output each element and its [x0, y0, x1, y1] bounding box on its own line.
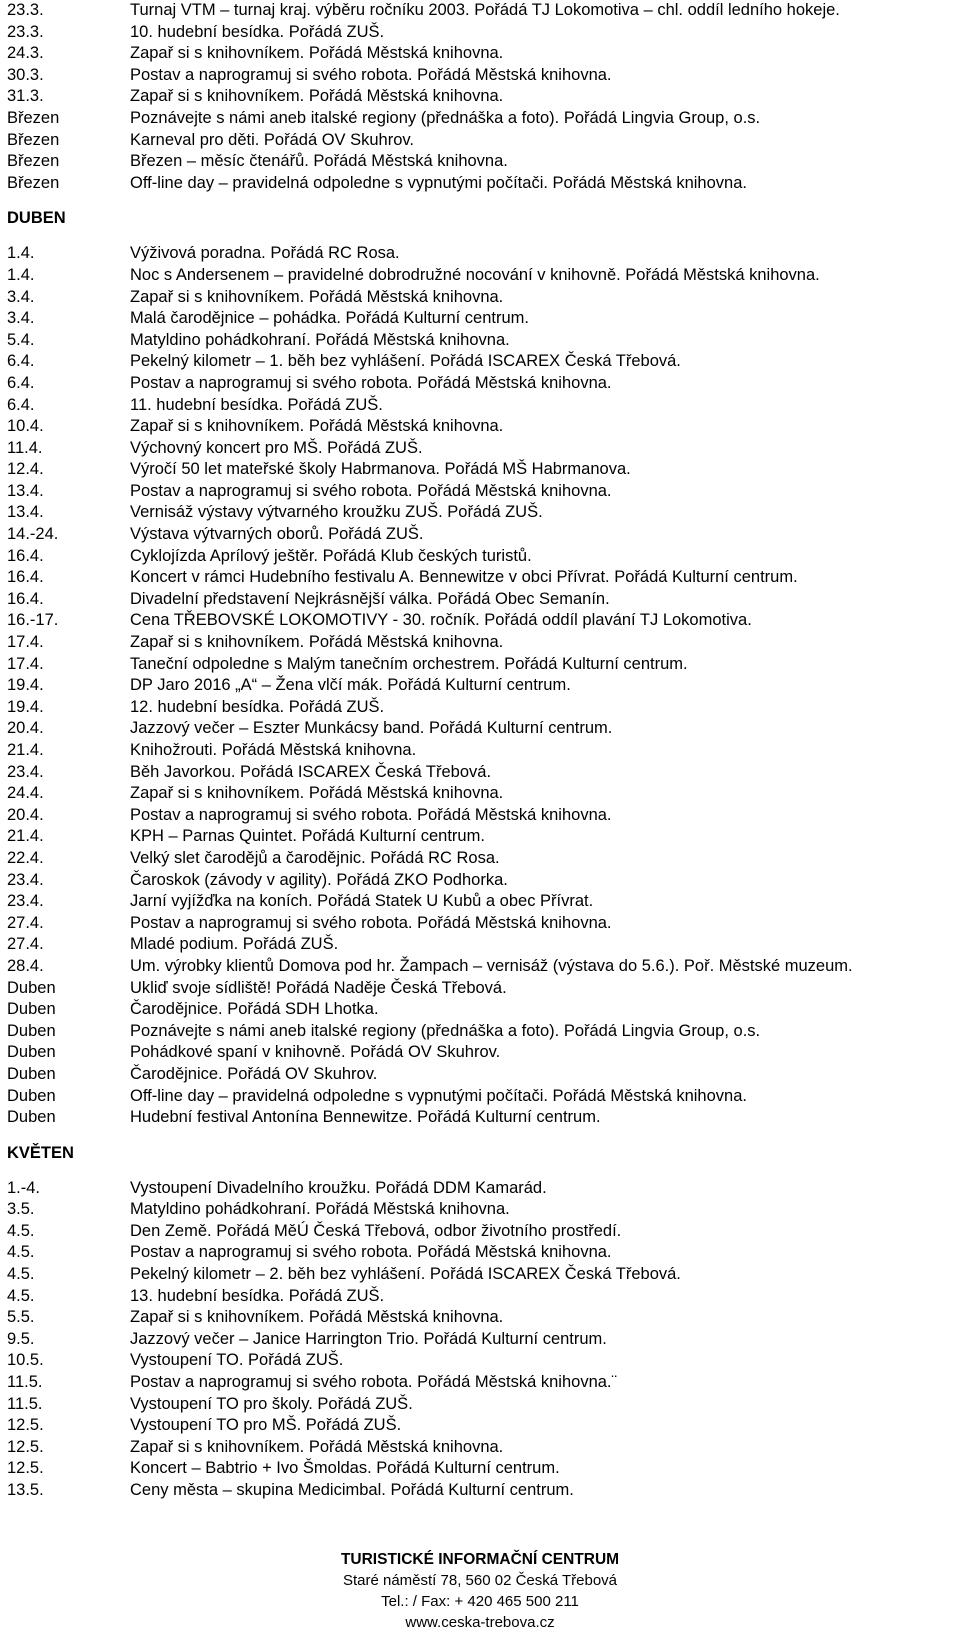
event-description: Vystoupení TO pro MŠ. Pořádá ZUŠ.	[130, 1416, 402, 1435]
event-date: 23.4.	[7, 762, 44, 781]
event-date: 23.3.	[7, 1, 44, 19]
event-row	[0, 1242, 960, 1264]
event-date: 3.4.	[7, 309, 35, 328]
event-date: 28.4.	[7, 956, 44, 975]
event-date: 19.4.	[7, 697, 44, 716]
event-date: Duben	[7, 1086, 56, 1105]
event-date: 22.4.	[7, 848, 44, 867]
event-row	[0, 1394, 960, 1416]
event-row	[0, 1329, 960, 1351]
event-row	[0, 675, 960, 697]
event-description: Zapař si s knihovníkem. Pořádá Městská knihovna.	[130, 417, 504, 436]
event-description: Zapař si s knihovníkem. Pořádá Městská knihovna.	[130, 87, 504, 106]
event-description: Výročí 50 let mateřské školy Habrmanova. Pořádá MŠ Habrmanova.	[130, 460, 631, 479]
event-date: 31.3.	[7, 87, 44, 106]
event-description: Postav a naprogramuj si svého robota. Pořádá Městská knihovna.	[130, 481, 612, 500]
event-date: 16.4.	[7, 546, 44, 565]
event-date: 23.3.	[7, 22, 44, 41]
event-date: 21.4.	[7, 827, 44, 846]
event-row	[0, 1042, 960, 1064]
footer-organization: TURISTICKÉ INFORMAČNÍ CENTRUM	[340, 1551, 620, 1568]
event-row	[0, 891, 960, 913]
event-row	[0, 243, 960, 265]
event-description: Výživová poradna. Pořádá RC Rosa.	[130, 244, 400, 263]
event-row	[0, 1064, 960, 1086]
event-date: 12.5.	[7, 1416, 44, 1435]
event-description: Hudební festival Antonína Bennewitze. Pořádá Kulturní centrum.	[130, 1108, 601, 1127]
event-row	[0, 438, 960, 460]
event-row	[0, 351, 960, 373]
event-row	[0, 1458, 960, 1480]
event-description: Koncert – Babtrio + Ivo Šmoldas. Pořádá Kulturní centrum.	[130, 1459, 560, 1478]
event-description: Postav a naprogramuj si svého robota. Pořádá Městská knihovna.	[130, 1243, 612, 1262]
event-description: Zapař si s knihovníkem. Pořádá Městská knihovna.	[130, 44, 504, 63]
event-description: KPH – Parnas Quintet. Pořádá Kulturní centrum.	[130, 827, 485, 846]
event-description: Březen – měsíc čtenářů. Pořádá Městská knihovna.	[130, 152, 508, 171]
event-description: Off-line day – pravidelná odpoledne s vypnutými počítači. Pořádá Městská knihovna.	[130, 173, 747, 192]
event-description: Divadelní představení Nejkrásnější válka. Pořádá Obec Semanín.	[130, 589, 610, 608]
event-date: Březen	[7, 108, 60, 127]
event-row	[0, 0, 960, 22]
event-date: 1.-4.	[7, 1178, 41, 1197]
event-description: Čaroskok (závody v agility). Pořádá ZKO Podhorka.	[130, 870, 508, 889]
event-date: 5.4.	[7, 330, 35, 349]
event-description: 11. hudební besídka. Pořádá ZUŠ.	[130, 395, 383, 414]
event-date: 11.5.	[7, 1394, 43, 1413]
event-date: 3.4.	[7, 287, 35, 306]
event-row	[0, 1415, 960, 1437]
event-row	[0, 1350, 960, 1372]
event-row	[0, 1199, 960, 1221]
event-row	[0, 1021, 960, 1043]
event-date: 4.5.	[7, 1286, 35, 1305]
event-row	[0, 1286, 960, 1308]
event-date: Březen	[7, 152, 60, 171]
event-row	[0, 805, 960, 827]
event-row	[0, 1307, 960, 1329]
event-row	[0, 610, 960, 632]
event-row	[0, 330, 960, 352]
event-date: 6.4.	[7, 373, 35, 392]
event-date: 12.5.	[7, 1459, 44, 1478]
event-row	[0, 826, 960, 848]
event-description: Um. výrobky klientů Domova pod hr. Žampach – vernisáž (výstava do 5.6.). Poř. Městské muzeum.	[130, 956, 853, 975]
event-description: Den Země. Pořádá MěÚ Česká Třebová, odbor životního prostředí.	[130, 1221, 622, 1240]
event-description: Zapař si s knihovníkem. Pořádá Městská knihovna.	[130, 287, 504, 306]
event-row	[0, 308, 960, 330]
event-row	[0, 1437, 960, 1459]
event-date: 13.5.	[7, 1481, 44, 1499]
event-description: Zapař si s knihovníkem. Pořádá Městská knihovna.	[130, 633, 504, 652]
event-row	[0, 546, 960, 568]
event-description: Matyldino pohádkohraní. Pořádá Městská knihovna.	[130, 1200, 510, 1219]
event-row	[0, 43, 960, 65]
event-description: Jazzový večer – Eszter Munkácsy band. Pořádá Kulturní centrum.	[130, 719, 613, 738]
event-description: Karneval pro děti. Pořádá OV Skuhrov.	[130, 130, 415, 149]
event-description: Zapař si s knihovníkem. Pořádá Městská knihovna.	[130, 1437, 504, 1456]
event-description: Postav a naprogramuj si svého robota. Pořádá Městská knihovna.	[130, 913, 612, 932]
event-row	[0, 654, 960, 676]
event-date: 24.3.	[7, 44, 44, 63]
event-description: DP Jaro 2016 „A“ – Žena vlčí mák. Pořádá Kulturní centrum.	[130, 676, 571, 695]
event-row	[0, 395, 960, 417]
event-date: 13.4.	[7, 503, 44, 522]
event-date: 14.-24.	[7, 525, 59, 544]
month-heading: DUBEN	[7, 209, 66, 228]
event-date: 19.4.	[7, 676, 44, 695]
event-description: Cena TŘEBOVSKÉ LOKOMOTIVY - 30. ročník. Pořádá oddíl plavání TJ Lokomotiva.	[130, 611, 752, 630]
event-date: 23.4.	[7, 892, 44, 911]
event-row	[0, 956, 960, 978]
event-date: 4.5.	[7, 1221, 35, 1240]
event-row	[0, 524, 960, 546]
event-row	[0, 978, 960, 1000]
event-row	[0, 373, 960, 395]
event-date: 10.5.	[7, 1351, 44, 1370]
event-row	[0, 1221, 960, 1243]
event-row	[0, 740, 960, 762]
event-row	[0, 934, 960, 956]
footer	[0, 1549, 960, 1633]
event-date: 13.4.	[7, 481, 44, 500]
event-description: Běh Javorkou. Pořádá ISCAREX Česká Třebová.	[130, 762, 492, 781]
event-description: Pekelný kilometr – 2. běh bez vyhlášení. Pořádá ISCAREX Česká Třebová.	[130, 1265, 681, 1284]
event-description: 10. hudební besídka. Pořádá ZUŠ.	[130, 22, 385, 41]
event-row	[0, 65, 960, 87]
event-row	[0, 783, 960, 805]
event-row	[0, 173, 960, 195]
event-row	[0, 1264, 960, 1286]
event-date: 9.5.	[7, 1329, 35, 1348]
event-row	[0, 870, 960, 892]
event-row	[0, 632, 960, 654]
event-date: Březen	[7, 173, 60, 192]
month-heading: KVĚTEN	[7, 1143, 74, 1162]
event-description: Turnaj VTM – turnaj kraj. výběru ročníku 2003. Pořádá TJ Lokomotiva – chl. oddíl ledního hokeje.	[130, 1, 840, 19]
event-date: 20.4.	[7, 805, 44, 824]
event-description: Postav a naprogramuj si svého robota. Pořádá Městská knihovna.	[130, 805, 612, 824]
event-description: Off-line day – pravidelná odpoledne s vypnutými počítači. Pořádá Městská knihovna.	[130, 1086, 747, 1105]
event-description: Zapař si s knihovníkem. Pořádá Městská knihovna.	[130, 1308, 504, 1327]
event-date: 1.4.	[7, 244, 35, 263]
event-date: 6.4.	[7, 352, 35, 371]
event-description: Knihožrouti. Pořádá Městská knihovna.	[130, 741, 417, 759]
event-row	[0, 481, 960, 503]
event-date: 1.4.	[7, 265, 35, 284]
event-date: 16.4.	[7, 589, 44, 608]
event-date: 17.4.	[7, 654, 44, 673]
event-description: Poznávejte s námi aneb italské regiony (přednáška a foto). Pořádá Lingvia Group, o.s.	[130, 108, 761, 127]
event-row	[0, 1372, 960, 1394]
event-date: 17.4.	[7, 633, 44, 652]
event-date: 5.5.	[7, 1308, 35, 1327]
event-row	[0, 265, 960, 287]
event-row	[0, 567, 960, 589]
event-description: Postav a naprogramuj si svého robota. Pořádá Městská knihovna.	[130, 373, 612, 392]
event-description: Koncert v rámci Hudebního festivalu A. Bennewitze v obci Přívrat. Pořádá Kulturní centrum.	[130, 568, 798, 587]
event-date: 27.4.	[7, 913, 44, 932]
event-row	[0, 287, 960, 309]
event-description: Matyldino pohádkohraní. Pořádá Městská knihovna.	[130, 330, 510, 349]
event-description: Výchovný koncert pro MŠ. Pořádá ZUŠ.	[130, 438, 423, 457]
event-description: Zapař si s knihovníkem. Pořádá Městská knihovna.	[130, 784, 504, 803]
event-date: Duben	[7, 1021, 56, 1040]
event-row	[0, 1178, 960, 1200]
event-date: Duben	[7, 1000, 56, 1019]
event-description: Vystoupení TO. Pořádá ZUŠ.	[130, 1351, 344, 1370]
event-row	[0, 86, 960, 108]
event-description: Mladé podium. Pořádá ZUŠ.	[130, 935, 339, 954]
event-description: Cyklojízda Aprílový ještěr. Pořádá Klub českých turistů.	[130, 546, 532, 565]
event-row	[0, 416, 960, 438]
event-date: 16.-17.	[7, 611, 59, 630]
event-date: 10.4.	[7, 417, 44, 436]
event-date: 6.4.	[7, 395, 35, 414]
event-description: Pohádkové spaní v knihovně. Pořádá OV Skuhrov.	[130, 1043, 501, 1062]
event-description: 12. hudební besídka. Pořádá ZUŠ.	[130, 697, 385, 716]
event-date: Duben	[7, 978, 56, 997]
event-description: Výstava výtvarných oborů. Pořádá ZUŠ.	[130, 525, 424, 544]
event-row	[0, 762, 960, 784]
event-description: Jarní vyjížďka na koních. Pořádá Statek U Kubů a obec Přívrat.	[130, 892, 594, 911]
event-description: Čarodějnice. Pořádá OV Skuhrov.	[130, 1064, 378, 1083]
event-date: 12.5.	[7, 1437, 44, 1456]
event-description: Malá čarodějnice – pohádka. Pořádá Kulturní centrum.	[130, 309, 529, 328]
event-date: 23.4.	[7, 870, 44, 889]
event-description: Postav a naprogramuj si svého robota. Pořádá Městská knihovna.¨	[130, 1373, 618, 1392]
event-description: Vystoupení TO pro školy. Pořádá ZUŠ.	[130, 1394, 413, 1413]
footer-website[interactable]: www.ceska-trebova.cz	[405, 1614, 555, 1631]
event-description: Pekelný kilometr – 1. běh bez vyhlášení. Pořádá ISCAREX Česká Třebová.	[130, 352, 681, 371]
event-description: Poznávejte s námi aneb italské regiony (přednáška a foto). Pořádá Lingvia Group, o.s.	[130, 1021, 761, 1040]
event-date: 3.5.	[7, 1200, 35, 1219]
event-description: Jazzový večer – Janice Harrington Trio. Pořádá Kulturní centrum.	[130, 1329, 607, 1348]
event-date: Duben	[7, 1043, 56, 1062]
event-date: Březen	[7, 130, 60, 149]
event-description: Velký slet čarodějů a čarodějnic. Pořádá RC Rosa.	[130, 848, 500, 867]
event-date: 11.5.	[7, 1373, 43, 1392]
footer-phone: Tel.: / Fax: + 420 465 500 211	[381, 1593, 579, 1610]
event-row	[0, 913, 960, 935]
event-date: 4.5.	[7, 1243, 35, 1262]
event-date: 4.5.	[7, 1265, 35, 1284]
event-row	[0, 22, 960, 44]
event-date: 30.3.	[7, 65, 44, 84]
event-date: 24.4.	[7, 784, 44, 803]
event-row	[0, 108, 960, 130]
event-row	[0, 1107, 960, 1129]
event-description: Taneční odpoledne s Malým tanečním orchestrem. Pořádá Kulturní centrum.	[130, 654, 688, 673]
event-description: Ukliď svoje sídliště! Pořádá Naděje Česká Třebová.	[130, 978, 507, 997]
event-description: Postav a naprogramuj si svého robota. Pořádá Městská knihovna.	[130, 65, 612, 84]
event-date: 20.4.	[7, 719, 44, 738]
event-date: 12.4.	[7, 460, 44, 479]
event-row	[0, 999, 960, 1021]
event-row	[0, 697, 960, 719]
event-row	[0, 718, 960, 740]
event-row	[0, 1480, 960, 1502]
event-row	[0, 502, 960, 524]
event-date: 21.4.	[7, 741, 44, 759]
event-description: 13. hudební besídka. Pořádá ZUŠ.	[130, 1286, 385, 1305]
event-row	[0, 151, 960, 173]
event-date: Duben	[7, 1108, 56, 1127]
event-date: 11.4.	[7, 438, 43, 457]
event-row	[0, 589, 960, 611]
event-date: 27.4.	[7, 935, 44, 954]
event-description: Ceny města – skupina Medicimbal. Pořádá Kulturní centrum.	[130, 1481, 574, 1499]
event-row	[0, 459, 960, 481]
event-description: Vystoupení Divadelního kroužku. Pořádá DDM Kamarád.	[130, 1178, 547, 1197]
event-row	[0, 130, 960, 152]
event-description: Vernisáž výstavy výtvarného kroužku ZUŠ. Pořádá ZUŠ.	[130, 503, 543, 522]
footer-address: Staré náměstí 78, 560 02 Česká Třebová	[342, 1572, 618, 1589]
event-description: Čarodějnice. Pořádá SDH Lhotka.	[130, 1000, 379, 1019]
event-row	[0, 848, 960, 870]
event-row	[0, 1086, 960, 1108]
event-description: Noc s Andersenem – pravidelné dobrodružné nocování v knihovně. Pořádá Městská knihovna.	[130, 265, 820, 284]
event-date: 16.4.	[7, 568, 44, 587]
event-date: Duben	[7, 1064, 56, 1083]
